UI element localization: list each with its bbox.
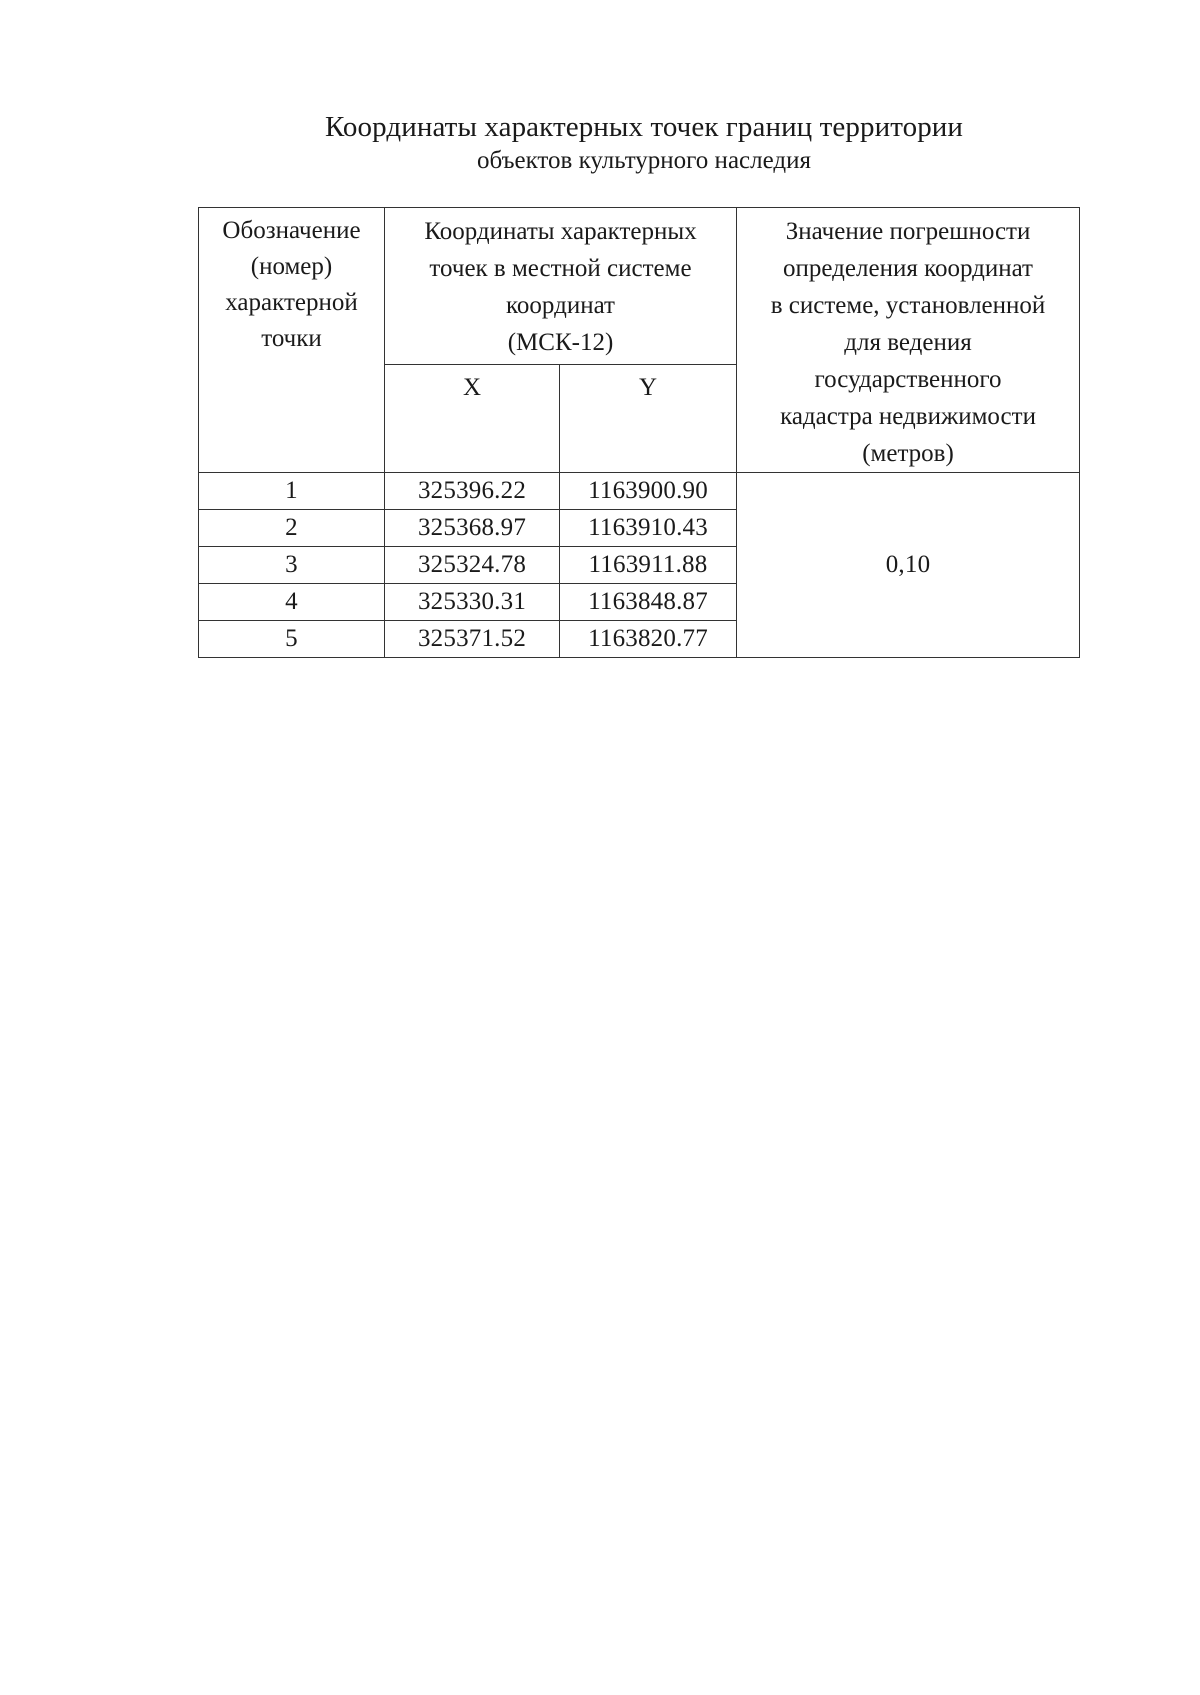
header-error-line: кадастра недвижимости — [780, 403, 1036, 430]
header-point-line: характерной — [225, 289, 358, 316]
header-error-line: Значение погрешности — [785, 218, 1031, 245]
header-error-line: (метров) — [862, 440, 954, 467]
header-error-line: определения координат — [783, 255, 1033, 282]
cell-y: 1163911.88 — [560, 547, 737, 584]
cell-x: 325330.31 — [385, 584, 560, 621]
title-line-2: объектов культурного наследия — [477, 147, 811, 174]
cell-point: 3 — [199, 547, 385, 584]
cell-y: 1163820.77 — [560, 621, 737, 658]
cell-point: 5 — [199, 621, 385, 658]
cell-error-value: 0,10 — [737, 473, 1080, 658]
header-coords-line: (МСК-12) — [507, 329, 614, 356]
cell-x: 325371.52 — [385, 621, 560, 658]
cell-point: 2 — [199, 510, 385, 547]
cell-x: 325368.97 — [385, 510, 560, 547]
header-point-line: (номер) — [250, 253, 333, 280]
cell-point: 4 — [199, 584, 385, 621]
header-x: X — [385, 365, 560, 473]
header-error-line: для ведения — [844, 329, 972, 356]
header-coords-line: Координаты характерных — [424, 218, 697, 245]
header-coords-line: координат — [506, 292, 615, 319]
cell-x: 325396.22 — [385, 473, 560, 510]
coordinates-table — [198, 207, 1080, 658]
cell-y: 1163848.87 — [560, 584, 737, 621]
header-error-value — [737, 208, 1080, 473]
header-point-line: точки — [261, 325, 322, 352]
cell-y: 1163910.43 — [560, 510, 737, 547]
header-error-line: государственного — [814, 366, 1002, 393]
cell-point: 1 — [199, 473, 385, 510]
header-row — [199, 208, 1080, 365]
header-point-line: Обозначение — [222, 217, 361, 244]
header-point-designation — [199, 208, 385, 473]
document-title — [0, 110, 1200, 178]
title-line-1: Координаты характерных точек границ территории — [324, 111, 964, 143]
table-row — [199, 473, 1080, 510]
cell-x: 325324.78 — [385, 547, 560, 584]
cell-y: 1163900.90 — [560, 473, 737, 510]
header-coordinates — [385, 208, 737, 365]
header-coords-line: точек в местной системе — [429, 255, 692, 282]
header-error-line: в системе, установленной — [770, 292, 1046, 319]
header-y: Y — [560, 365, 737, 473]
